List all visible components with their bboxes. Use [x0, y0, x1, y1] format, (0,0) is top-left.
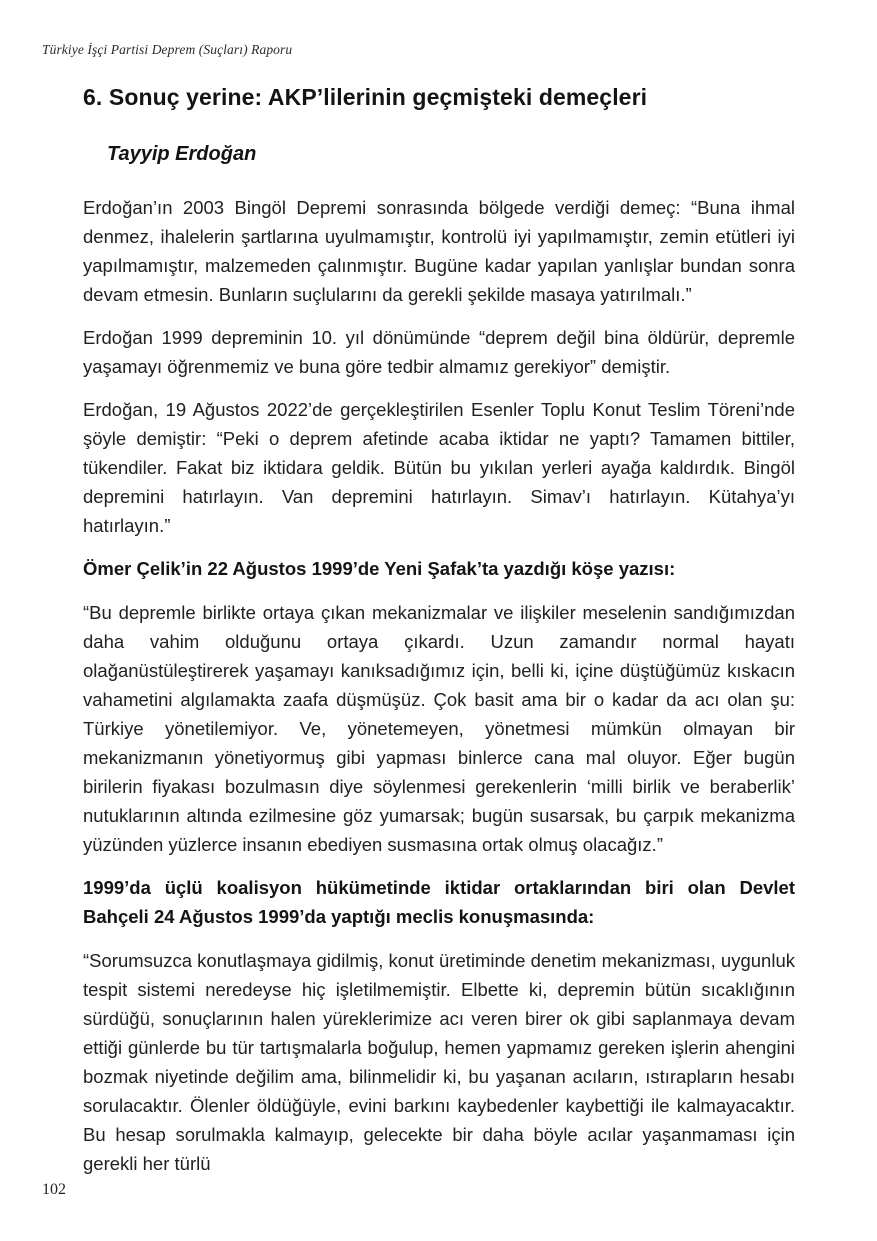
subheading-devlet-bahceli: 1999’da üçlü koalisyon hükümetinde iktidar ortaklarından biri olan Devlet Bahçeli 24 Ağustos 1999’da yaptığı meclis konuşmasında:: [83, 877, 795, 927]
paragraph-omer-celik-quote: “Bu depremle birlikte ortaya çıkan mekanizmalar ve ilişkiler meselenin sandığımızdan daha vahim olduğunu ortaya çıkardı. Uzun zamandır normal hayatı olağanüstüleştirerek yaşamayı kanıksadığımız için, belli ki, içine düştüğümüz kıskacın vahametini algılamakta zaafa düşmüşüz. Çok basit ama bir o kadar da acı olan şu: Türkiye yönetilemiyor. Ve, yönetemeyen, yönetmesi mümkün olmayan bir mekanizmanın yönetiyormuş gibi yapması binlerce cana mal oluyor. Eğer bugün birilerin fiyakası bozulmasın diye söylenmesi gerekenlerin ‘milli birlik ve beraberlik’ nutuklarının altında ezilmesine göz yumarsak; bugün susarsak, bu çarpık mekanizma yüzünden yüzlerce insanın ebediyen susmasına ortak olmuş olacağız.”: [83, 602, 795, 855]
author-subheading: Tayyip Erdoğan: [107, 143, 257, 165]
paragraph-erdogan-esenler: Erdoğan, 19 Ağustos 2022’de gerçekleştirilen Esenler Toplu Konut Teslim Töreni’nde şöyle demiştir: “Peki o deprem afetinde acaba iktidar ne yaptı? Tamamen bittiler, tükendiler. Fakat biz iktidara geldik. Bütün bu yıkılan yerleri ayağa kaldırdık. Bingöl depremini hatırlayın. Van depremini hatırlayın. Simav’ı hatırlayın. Kütahya’yı hatırlayın.”: [83, 399, 795, 536]
running-header: Türkiye İşçi Partisi Deprem (Suçları) Raporu: [42, 42, 293, 57]
page-number: 102: [42, 1181, 66, 1198]
subheading-omer-celik: Ömer Çelik’in 22 Ağustos 1999’de Yeni Şafak’ta yazdığı köşe yazısı:: [83, 558, 676, 579]
paragraph-erdogan-bingol: Erdoğan’ın 2003 Bingöl Depremi sonrasında bölgede verdiği demeç: “Buna ihmal denmez, ihalelerin şartlarına uyulmamıştır, kontrolü iyi yapılmamıştır, zemin etütleri iyi yapılmamıştır, malzemeden çalınmıştır. Bugüne kadar yapılan yanlışlar bundan sonra devam etmesin. Bunların suçlularını da gerekli şekilde masaya yatırılmalı.”: [83, 197, 795, 305]
paragraph-erdogan-1999: Erdoğan 1999 depreminin 10. yıl dönümünde “deprem değil bina öldürür, depremle yaşamayı öğrenmemiz ve buna göre tedbir almamız gerekiyor” demiştir.: [83, 327, 795, 377]
paragraph-devlet-bahceli-quote: “Sorumsuzca konutlaşmaya gidilmiş, konut üretiminde denetim mekanizması, uygunluk tespit sistemi neredeyse hiç işletilmemiştir. Elbette ki, depremin bütün sıcaklığının sürdüğü, sonuçlarının halen yüreklerimize acı veren birer ok gibi saplanmaya devam ettiği günlerde bu tür tartışmalarla boğulup, hemen yapmamız gereken işlerin ahengini bozmak niyetinde değilim ama, bilinmelidir ki, bu yaşanan acıların, ıstırapların hesabı sorulacaktır. Ölenler öldüğüyle, evini barkını kaybedenler kaybettiği ile kalmayacaktır. Bu hesap sorulmakla kalmayıp, gelecekte bir daha böyle acılar yaşanmaması için gerekli her türlü: [83, 950, 795, 1174]
page-content: [83, 84, 795, 1192]
section-heading: 6. Sonuç yerine: AKP’lilerinin geçmişteki demeçleri: [83, 84, 648, 110]
